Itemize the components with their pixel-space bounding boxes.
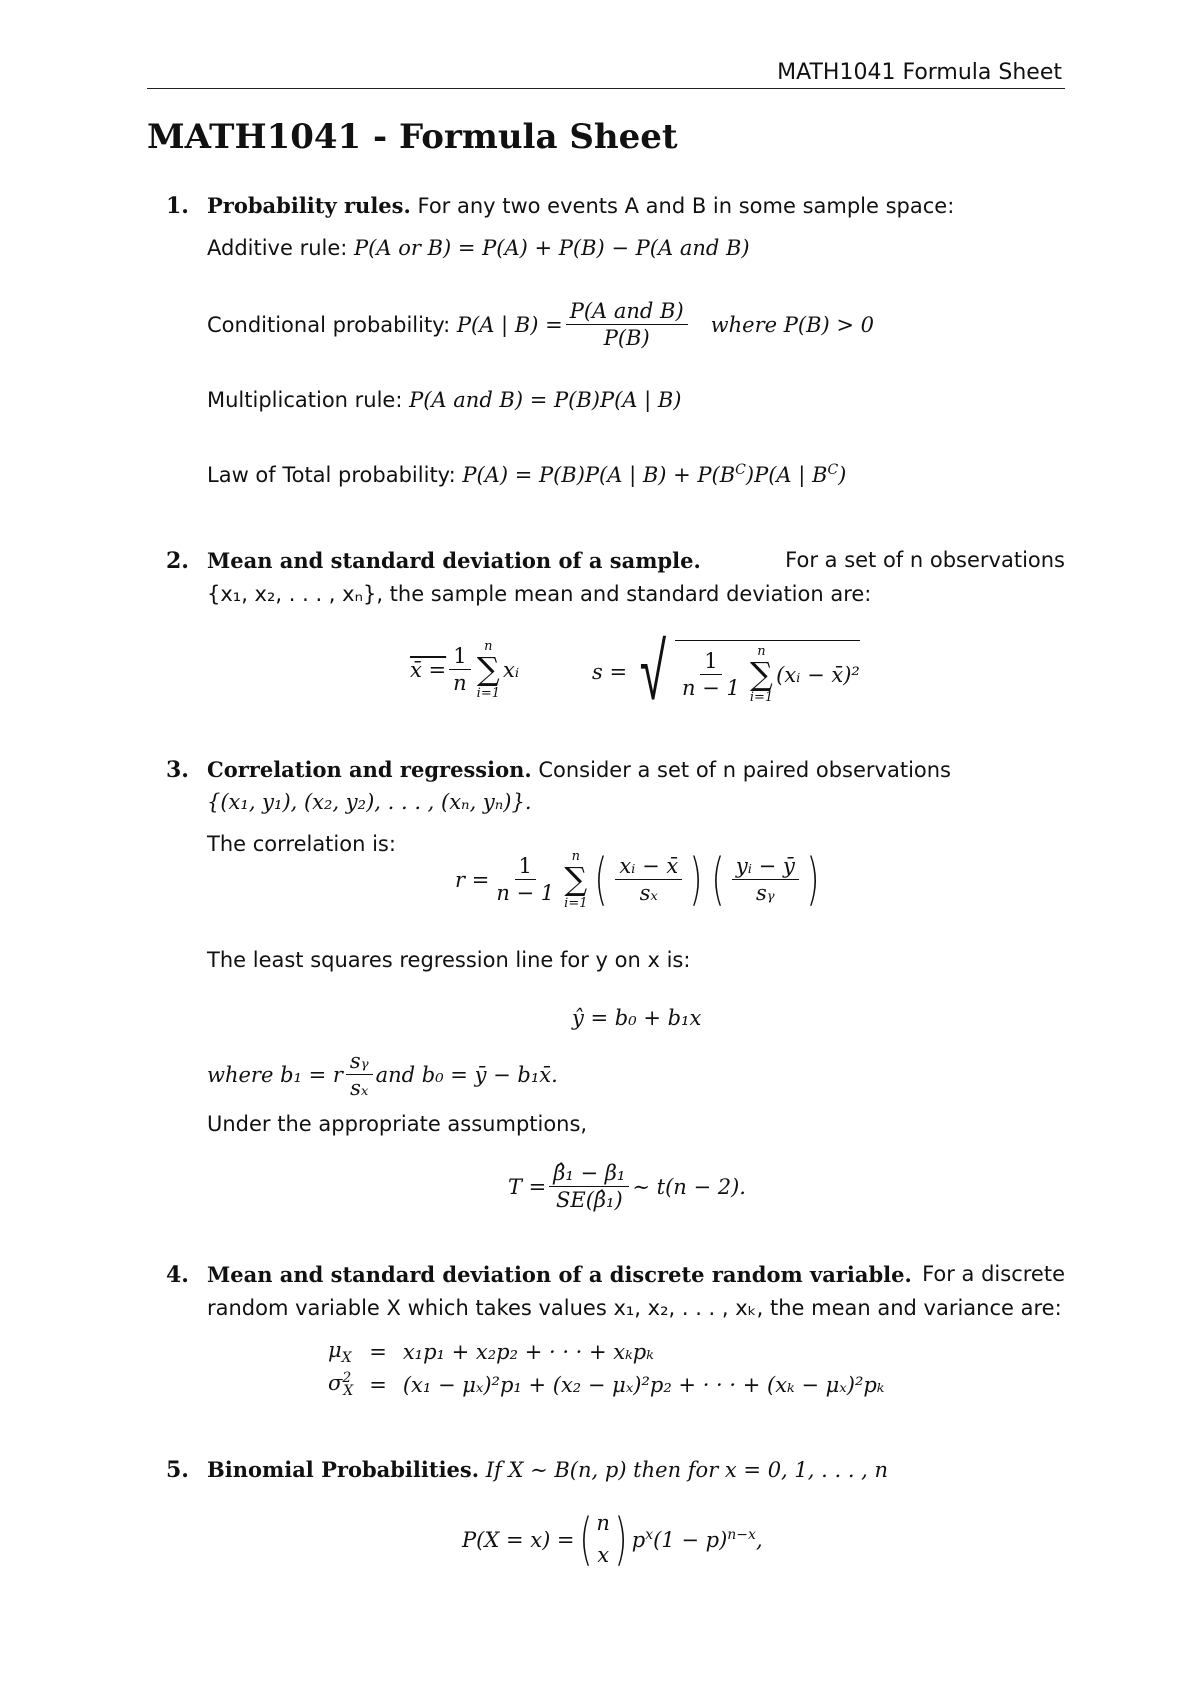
section-4-number: 4. xyxy=(166,1262,189,1288)
section-2-number: 2. xyxy=(166,548,189,574)
section-2-intro-b: {x₁, x₂, . . . , xₙ}, the sample mean and standard deviation are: xyxy=(207,582,872,606)
multiplication-formula: P(A and B) = P(B)P(A | B) xyxy=(409,388,682,412)
conditional-denominator: P(B) xyxy=(603,326,650,351)
lsr-intro: The least squares regression line for y on x is: xyxy=(207,948,691,972)
running-header: MATH1041 Formula Sheet xyxy=(777,60,1062,85)
sample-mean-formula: x̄ = $\frac{1}{n}$ n ∑ i=1 xᵢ xyxy=(410,639,520,701)
section-4-heading: Mean and standard deviation of a discrete random variable. xyxy=(207,1262,912,1287)
multiplication-label: Multiplication rule: xyxy=(207,388,403,412)
additive-rule xyxy=(207,236,750,260)
additive-label: Additive rule: xyxy=(207,236,348,260)
mean-row: $\mu_X$ = x₁p₁ + x₂p₂ + · · · + xₖpₖ xyxy=(328,1338,654,1367)
left-paren-icon: ( xyxy=(594,846,608,912)
sqrt-icon: √ xyxy=(639,625,667,718)
section-1-number: 1. xyxy=(166,193,189,219)
correlation-formula: r = $\frac{1}{n - 1}$ n ∑ i=1 ( $\frac{\text{xᵢ − x̄}}{\text{sₓ}}$ ) ( $\frac{\text{yᵢ − ȳ}}{\text{sᵧ}}$ ) xyxy=(455,846,820,912)
mean-fraction: $\frac{1}{n}$ xyxy=(449,643,471,697)
sd-lhs: s = xyxy=(592,660,628,684)
mean-lhs: x̄ = xyxy=(410,657,447,682)
section-5-number: 5. xyxy=(166,1457,189,1483)
section-3-number: 3. xyxy=(166,757,189,783)
section-5-heading: Binomial Probabilities. xyxy=(207,1457,480,1482)
conditional-lhs: P(A | B) = xyxy=(456,312,563,337)
total-formula: P(A) = P(B)P(A | $B) + P(B^C)P(A$ | $B^C$) xyxy=(462,462,847,487)
variance-row: $\sigma^2_X$ = (x₁ − μₓ)²p₁ + (x₂ − μₓ)²p₂ + · · · + (xₖ − μₓ)²pₖ xyxy=(328,1370,885,1400)
lsr-formula: ŷ = b₀ + b₁x xyxy=(572,1006,702,1030)
sample-sd-formula xyxy=(592,625,860,718)
right-paren-icon: ) xyxy=(689,846,703,912)
section-2-heading: Mean and standard deviation of a sample. xyxy=(207,548,701,573)
section-1-heading-line xyxy=(207,193,954,218)
conditional-condition: where P(B) > 0 xyxy=(710,312,874,337)
conditional-fraction xyxy=(566,298,688,352)
section-4-intro-b: random variable X which takes values x₁, x₂, . . . , xₖ, the mean and variance are: xyxy=(207,1296,1062,1320)
section-1-heading: Probability rules. xyxy=(207,193,411,218)
conditional-numerator: P(A and B) xyxy=(566,298,688,325)
correlation-intro: The correlation is: xyxy=(207,832,396,856)
section-5-intro: If X ∼ B(n, p) then for x = 0, 1, . . . , n xyxy=(485,1458,889,1482)
assumptions-text: Under the appropriate assumptions, xyxy=(207,1112,588,1136)
binomial-coefficient: n x xyxy=(596,1511,610,1567)
section-2-heading-line xyxy=(207,548,1065,573)
section-4-heading-line xyxy=(207,1262,1065,1287)
conditional-label: Conditional probability: xyxy=(207,312,451,337)
section-3-heading: Correlation and regression. xyxy=(207,757,532,782)
section-3-heading-line xyxy=(207,757,951,782)
sd-radicand: $\frac{1}{n - 1}$ n ∑ i=1 (xᵢ − x̄)² xyxy=(675,640,860,705)
left-paren-icon: ( xyxy=(578,1506,593,1572)
section-5-heading-line xyxy=(207,1457,888,1482)
total-label: Law of Total probability: xyxy=(207,463,456,487)
right-paren-icon: ) xyxy=(614,1506,628,1572)
total-probability xyxy=(207,462,846,487)
t-statistic-formula: T = $\frac{\text{β̂₁ − β₁}}{\text{SE(β̂₁)}}$ ∼ t(n − 2). xyxy=(508,1161,746,1213)
section-1-intro: For any two events A and B in some sample space: xyxy=(417,194,955,218)
binomial-formula: P(X = x) = ( n x ) $p^x(1 - p)^{n-x}$, xyxy=(462,1506,763,1572)
regression-coefficients: where b₁ = r $\frac{\text{sᵧ}}{\text{sₓ}}$ and b₀ = ȳ − b₁x̄. xyxy=(207,1049,558,1101)
section-4-intro-a: For a discrete xyxy=(922,1262,1065,1286)
header-rule xyxy=(147,88,1065,89)
multiplication-rule xyxy=(207,388,682,412)
section-3-intro-a: Consider a set of n paired observations xyxy=(538,758,951,782)
right-paren-icon: ) xyxy=(806,846,820,912)
left-paren-icon: ( xyxy=(711,846,725,912)
page-title: MATH1041 - Formula Sheet xyxy=(147,117,678,157)
discrete-rv-equations xyxy=(320,1336,892,1401)
section-3-intro-b: {(x₁, y₁), (x₂, y₂), . . . , (xₙ, yₙ)}. xyxy=(207,790,532,814)
conditional-probability xyxy=(207,298,874,352)
mean-sum: n ∑ i=1 xyxy=(476,639,500,701)
additive-formula: P(A or B) = P(A) + P(B) − P(A and B) xyxy=(354,236,750,260)
section-2-intro-a: For a set of n observations xyxy=(785,548,1065,572)
